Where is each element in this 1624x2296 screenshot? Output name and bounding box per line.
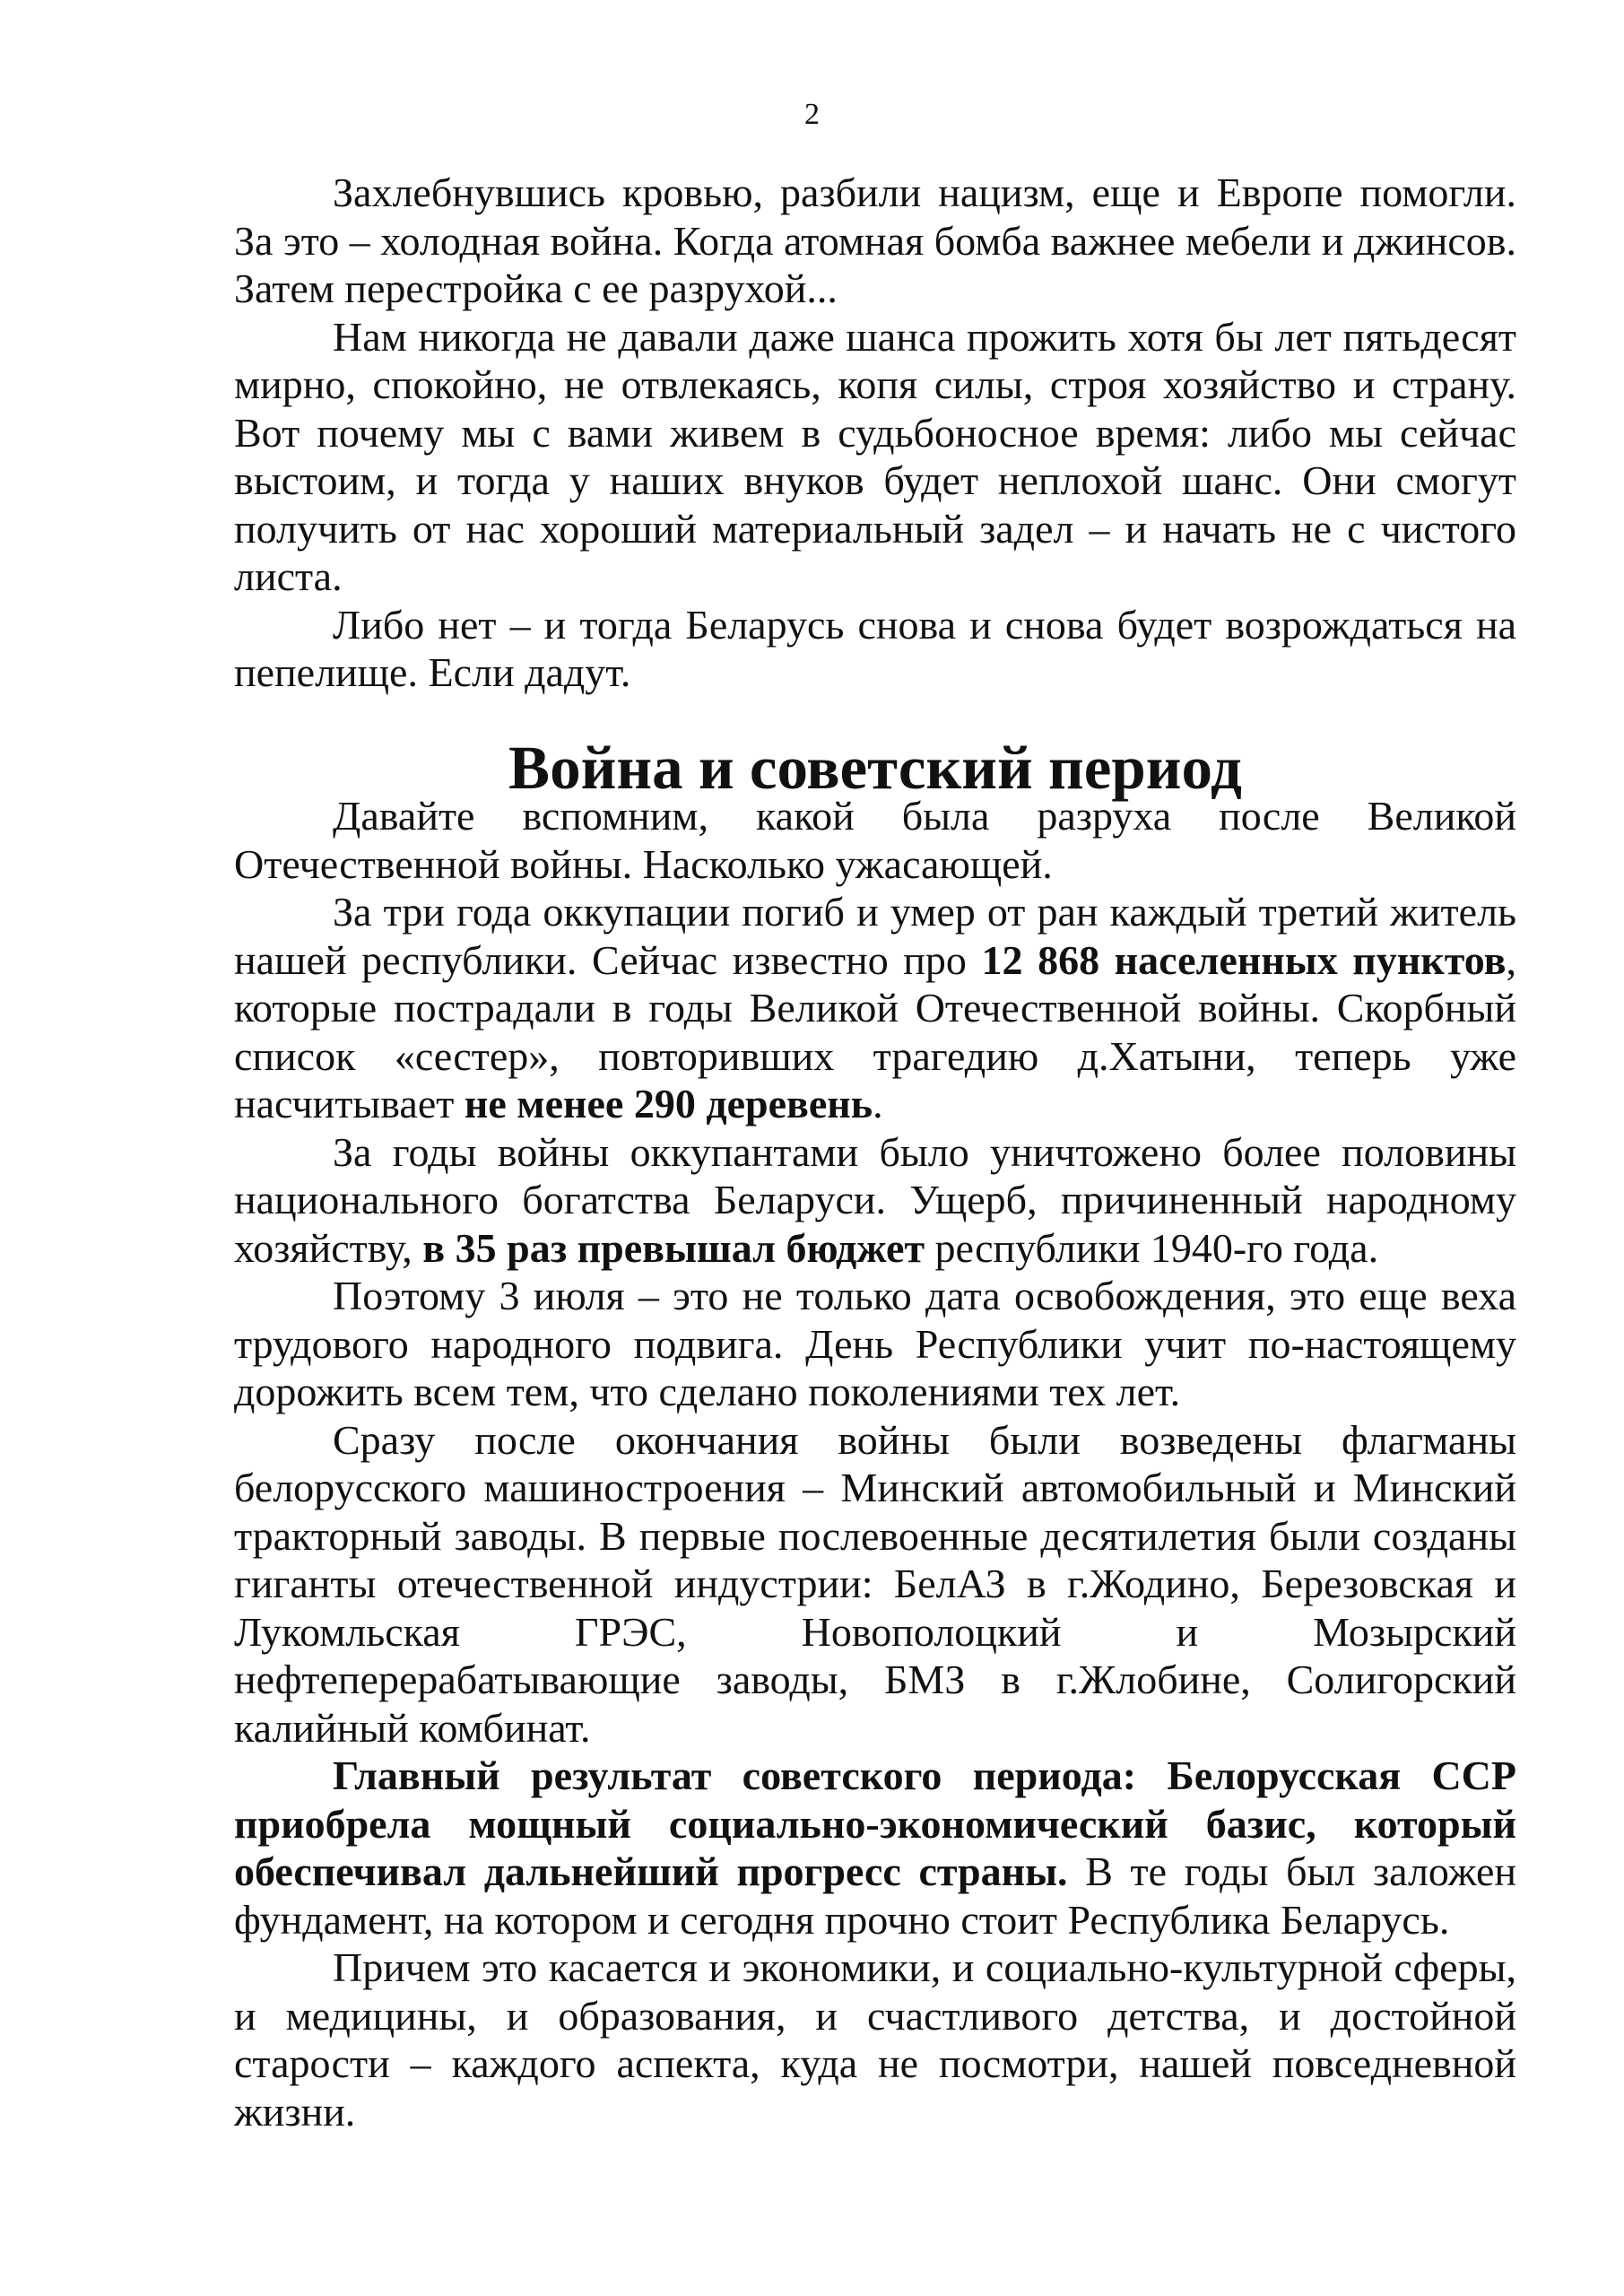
page-number: 2 <box>804 98 820 131</box>
paragraph-10: Причем это касается и экономики, и социально-культурной сферы, и медицины, и образования, и счастливого детства, и достойной старости – каждого аспекта, куда не посмотри, нашей повседневной жизни. <box>234 1944 1516 2135</box>
paragraph-2: Нам никогда не давали даже шанса прожить хотя бы лет пятьдесят мирно, спокойно, не отвлекаясь, копя силы, строя хозяйство и страну. Вот почему мы с вами живем в судьбоносное время: либо мы сейчас выстоим, и тогда у наших внуков будет неплохой шанс. Они смогут получить от нас хороший материальный задел – и начать не с чистого листа. <box>234 313 1516 599</box>
paragraph-5-bold-villages: не менее 290 деревень <box>464 1081 873 1126</box>
paragraph-4: Давайте вспомним, какой была разруха после Великой Отечественной войны. Насколько ужасающей. <box>234 793 1516 887</box>
paragraph-5-text-a: За три года оккупации погиб и умер от ран каждый третий житель нашей республики. Сейчас известно про <box>234 889 1516 983</box>
paragraph-5-text-e: . <box>873 1081 883 1126</box>
document-body <box>234 169 1516 2135</box>
paragraph-9-text-b: В те годы был заложен фундамент, на котором и сегодня прочно стоит Республика Беларусь. <box>234 1848 1516 1943</box>
paragraph-6 <box>234 1128 1516 1273</box>
paragraph-6-text-c: республики 1940-го года. <box>925 1224 1379 1271</box>
paragraph-5 <box>234 888 1516 1128</box>
paragraph-8: Сразу после окончания войны были возведены флагманы белорусского машиностроения – Минский автомобильный и Минский тракторный заводы. В первые послевоенные десятилетия были созданы гиганты отечественной индустрии: БелАЗ в г.Жодино, Березовская и Лукомльская ГРЭС, Новополоцкий и Мозырский нефтеперерабатывающие заводы, БМЗ в г.Жлобине, Солигорский калийный комбинат. <box>234 1416 1516 1751</box>
paragraph-6-text-a: За годы войны оккупантами было уничтожено более половины национального богатства Беларуси. Ущерб, причиненный народному хозяйству, <box>234 1128 1516 1271</box>
paragraph-7: Поэтому 3 июля – это не только дата освобождения, это еще веха трудового народного подвига. День Республики учит по-настоящему дорожить всем тем, что сделано поколениями тех лет. <box>234 1273 1516 1414</box>
paragraph-9 <box>234 1752 1516 1944</box>
paragraph-5-text-c: , которые пострадали в годы Великой Отечественной войны. Скорбный список «сестер», повторивших трагедию д.Хатыни, теперь уже насчитывает <box>234 936 1516 1126</box>
paragraph-6-bold-budget: в 35 раз превышал бюджет <box>422 1224 925 1271</box>
paragraph-5-bold-settlements: 12 868 населенных пунктов <box>981 936 1507 983</box>
section-heading: Война и советский период <box>508 733 1242 802</box>
paragraph-3: Либо нет – и тогда Беларусь снова и снова будет возрождаться на пепелище. Если дадут. <box>234 601 1516 695</box>
paragraph-9-bold-result: Главный результат советского периода: Белорусская ССР приобрела мощный социально-экономический базис, который обеспечивал дальнейший прогресс страны. <box>234 1752 1516 1894</box>
paragraph-1: Захлебнувшись кровью, разбили нацизм, еще и Европе помогли. За это – холодная война. Когда атомная бомба важнее мебели и джинсов. Затем перестройка с ее разрухой... <box>234 170 1516 311</box>
